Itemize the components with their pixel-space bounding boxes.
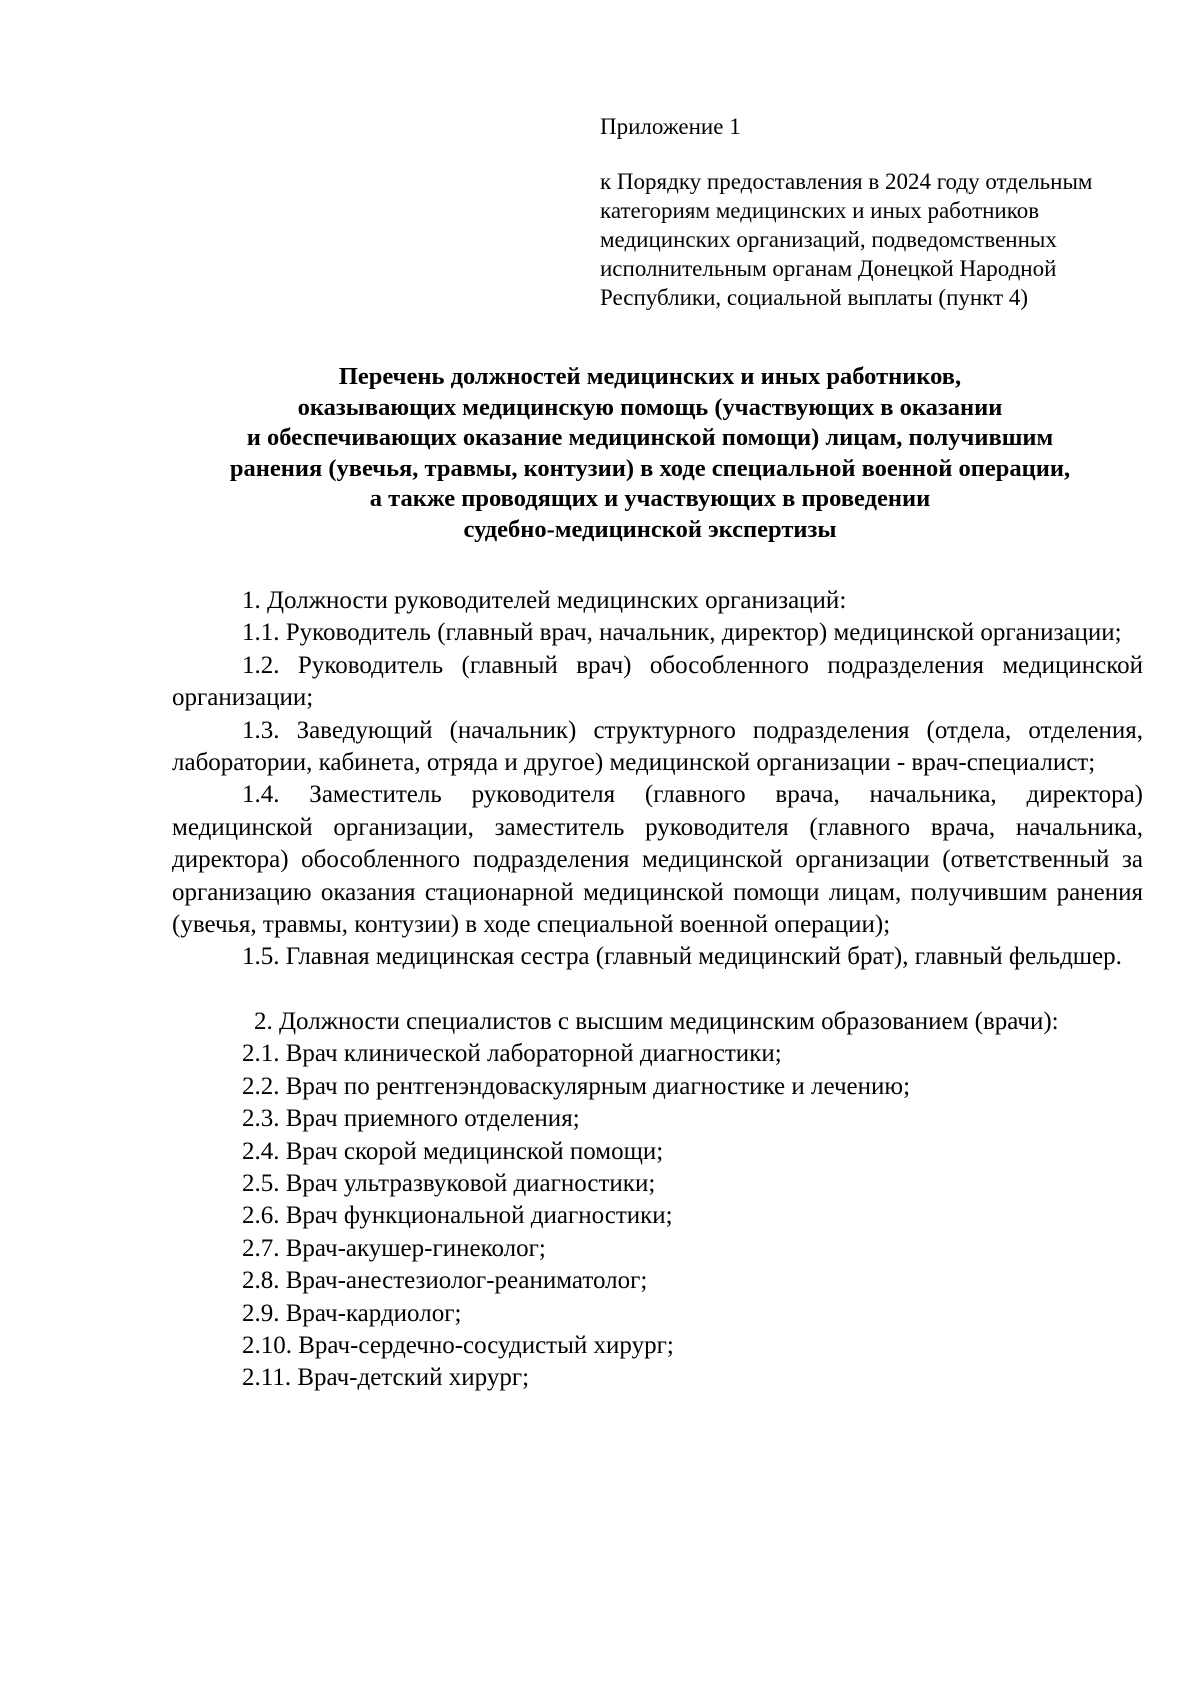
section-1-item: 1.5. Главная медицинская сестра (главный медицинский брат), главный фельдшер. (242, 943, 1122, 971)
section-1-item: 1.3. Заведующий (начальник) структурного подразделения (отдела, отделения, лаборатории, кабинета, отряда и другое) медицинской организации - врач-специалист; (172, 716, 1143, 777)
section-2-item: 2.7. Врач-акушер-гинеколог; (242, 1234, 546, 1262)
appendix-title: Приложение 1 (600, 114, 741, 139)
title-line: а также проводящих и участвующих в проведении (369, 485, 931, 512)
title-line: судебно-медицинской экспертизы (463, 515, 837, 543)
appendix-line: Республики, социальной выплаты (пункт 4) (600, 285, 1029, 310)
section-2-item: 2.4. Врач скорой медицинской помощи; (242, 1137, 664, 1165)
section-2-item: 2.6. Врач функциональной диагностики; (242, 1202, 673, 1230)
title-line: и обеспечивающих оказание медицинской помощи) лицам, получившим (246, 424, 1054, 451)
section-2-item: 2.11. Врач-детский хирург; (242, 1364, 530, 1392)
section-1-heading: 1. Должности руководителей медицинских организаций: (242, 587, 847, 614)
section-2-item: 2.5. Врач ультразвуковой диагностики; (242, 1169, 656, 1197)
appendix-line: медицинских организаций, подведомственных (600, 227, 1057, 252)
document-body (172, 585, 1143, 1395)
appendix-line: к Порядку предоставления в 2024 году отдельным (600, 169, 1093, 194)
appendix-block (600, 112, 1120, 312)
appendix-line: исполнительным органам Донецкой Народной (600, 256, 1057, 281)
section-spacer (172, 974, 1143, 1006)
section-2-item: 2.1. Врач клинической лабораторной диагностики; (242, 1040, 782, 1068)
title-line: ранения (увечья, травмы, контузии) в ходе специальной военной операции, (229, 454, 1071, 482)
section-2-heading: 2. Должности специалистов с высшим медицинским образованием (врачи): (254, 1007, 1059, 1035)
section-2-item: 2.10. Врач-сердечно-сосудистый хирург; (242, 1331, 674, 1359)
section-2-item: 2.3. Врач приемного отделения; (242, 1105, 580, 1133)
appendix-line: категориям медицинских и иных работников (600, 198, 1040, 223)
section-2-item: 2.8. Врач-анестезиолог-реаниматолог; (242, 1267, 648, 1295)
title-line: Перечень должностей медицинских и иных работников, (338, 363, 962, 390)
section-1-item: 1.2. Руководитель (главный врач) обособленного подразделения медицинской организации; (172, 651, 1143, 712)
document-title (160, 362, 1140, 545)
section-1-item: 1.4. Заместитель руководителя (главного врача, начальника, директора) медицинской организации, заместитель руководителя (главного врача, начальника, директора) обособленного подразделения медицинской организации (ответственный за организацию оказания стационарной медицинской помощи лицам, получившим ранения (увечья, травмы, контузии) в ходе специальной военной операции); (172, 781, 1143, 939)
section-2-item: 2.2. Врач по рентгенэндоваскулярным диагностике и лечению; (242, 1072, 911, 1100)
section-2-item: 2.9. Врач-кардиолог; (242, 1299, 462, 1327)
section-1-item: 1.1. Руководитель (главный врач, начальник, директор) медицинской организации; (242, 619, 1122, 647)
title-line: оказывающих медицинскую помощь (участвующих в оказании (297, 393, 1003, 421)
appendix-reference (600, 167, 1120, 312)
